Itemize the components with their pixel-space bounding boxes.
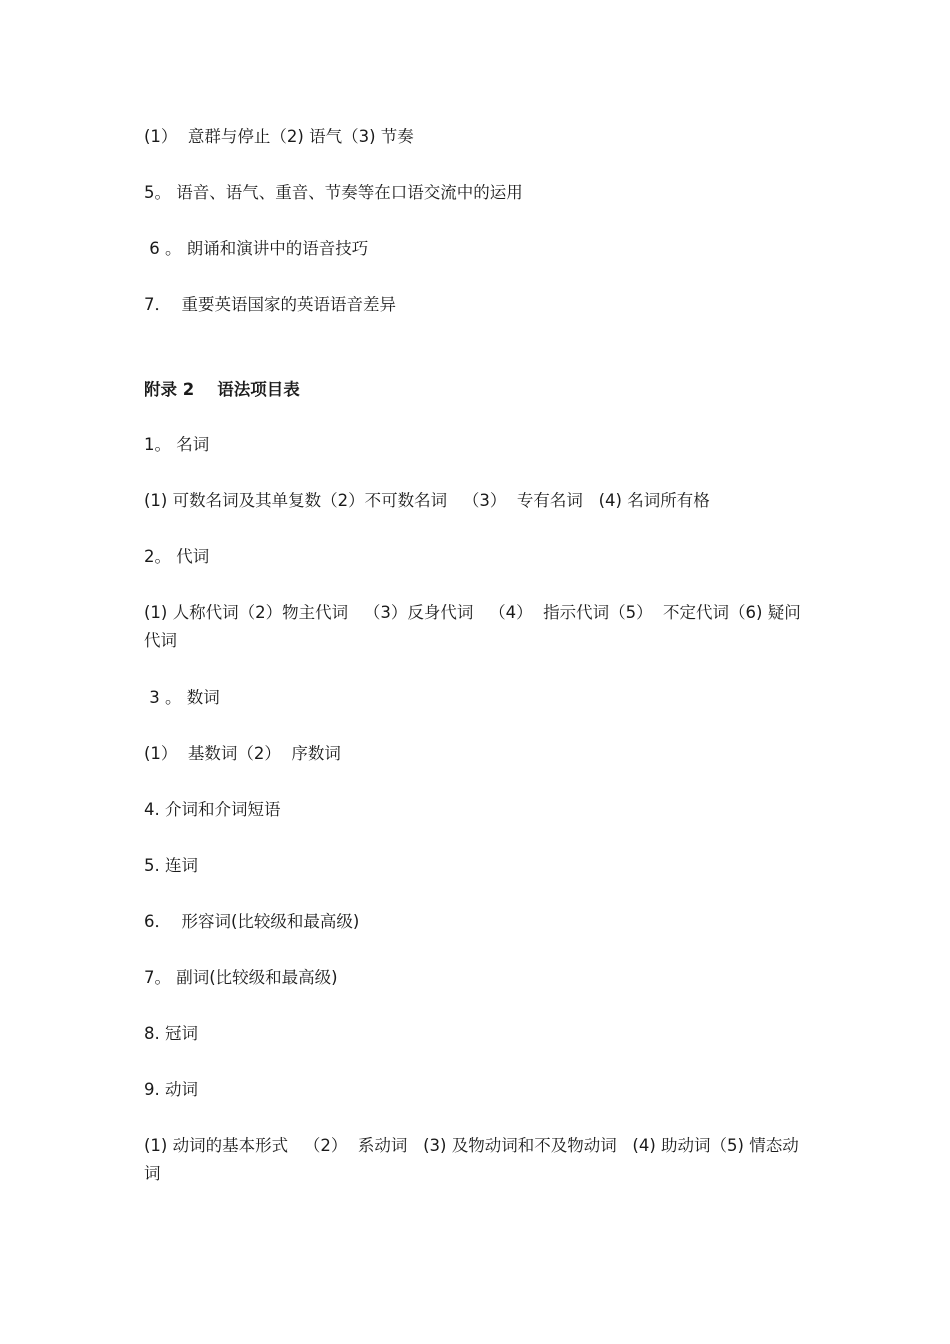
- grammar-numerals-subitems: (1） 基数词（2） 序数词: [144, 744, 341, 763]
- phonetics-item-7: 7． 重要英语国家的英语语音差异: [144, 295, 396, 314]
- grammar-item-adjectives: 6． 形容词(比较级和最高级): [144, 912, 360, 931]
- grammar-item-articles: 8. 冠词: [144, 1024, 198, 1043]
- appendix-2-heading: 附录 2 语法项目表: [144, 380, 300, 399]
- grammar-verbs-subitems: (1) 动词的基本形式 （2） 系动词 (3) 及物动词和不及物动词 (4) 助动词（5) 情态动词: [144, 1136, 799, 1183]
- phonetics-item-5: 5。 语音、语气、重音、节奏等在口语交流中的运用: [144, 183, 523, 202]
- phonetics-item-6: 6 。 朗诵和演讲中的语音技巧: [144, 239, 369, 258]
- grammar-pronouns-subitems: (1) 人称代词（2）物主代词 （3）反身代词 （4） 指示代词（5） 不定代词（6) 疑问代词: [144, 603, 801, 650]
- grammar-item-pronouns: 2。 代词: [144, 547, 210, 566]
- grammar-nouns-subitems: (1) 可数名词及其单复数（2）不可数名词 （3） 专有名词 (4) 名词所有格: [144, 491, 710, 510]
- grammar-item-nouns: 1。 名词: [144, 435, 210, 454]
- grammar-item-prepositions: 4. 介词和介词短语: [144, 800, 281, 819]
- grammar-item-adverbs: 7。 副词(比较级和最高级): [144, 968, 338, 987]
- grammar-item-numerals: 3 。 数词: [144, 688, 220, 707]
- grammar-item-verbs: 9. 动词: [144, 1080, 198, 1099]
- phonetics-subitems: (1） 意群与停止（2) 语气（3) 节奏: [144, 127, 414, 146]
- grammar-item-conjunctions: 5. 连词: [144, 856, 198, 875]
